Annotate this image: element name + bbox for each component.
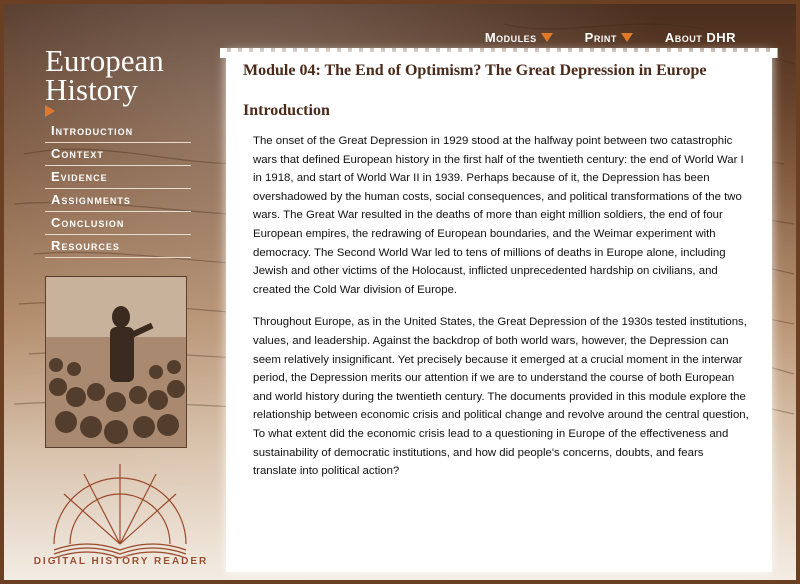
sidebar-navigation <box>45 120 191 258</box>
paragraph: Throughout Europe, as in the United States, the Great Depression of the 1930s tested institutions, values, and leadership. Against the backdrop of both world wars, however, the Depression can seem relatively insignificant. Yet precisely because it emerged at a crucial moment in the interwar period, the Depression merits our attention if we are to understand the course of both European and world history during the twentieth century. The documents provided in this module explore the relationship between economic crisis and political change and revolve around the central question, To what extent did the economic crisis lead to a questioning in Europe of the effectiveness and sustainability of democratic institutions, and how did people's concerns, doubts, and fears translate into political action? <box>253 316 749 478</box>
top-navigation <box>485 30 736 45</box>
modules-menu[interactable] <box>485 30 553 45</box>
sidebar-item-context[interactable]: Context <box>45 143 191 166</box>
logo-line-1: European <box>45 43 164 78</box>
sidebar-item-resources[interactable]: Resources <box>45 235 191 258</box>
modules-label: Modules <box>484 30 537 45</box>
sidebar-item-conclusion[interactable]: Conclusion <box>45 212 191 235</box>
paragraph: The onset of the Great Depression in 1929 stood at the halfway point between two catastrophic wars that defined European history in the first half of the twentieth century: the end of World War I in 1918, and start of World War II in 1939. Perhaps because of it, the Depression has been overshadowed by the human costs, social consequences, and political transformations of the two wars. The Great War resulted in the deaths of more than eight million soldiers, the end of four European empires, the redrawing of European boundaries, and the Weimar experiment with democracy. The Second World War led to tens of millions of deaths in Europe alone, including Jewish and other victims of the Holocaust, inflicted unprecedented hardship on civilians, and created the Cold War division of Europe. <box>253 135 744 296</box>
crowd-photo <box>45 276 187 448</box>
print-menu[interactable] <box>585 30 633 45</box>
sidebar-item-assignments[interactable]: Assignments <box>45 189 191 212</box>
module-title: Module 04: The End of Optimism? The Great Depression in Europe <box>243 62 707 79</box>
section-title: Introduction <box>243 102 330 119</box>
dropdown-arrow-icon <box>541 33 553 42</box>
logo-line-2: History <box>45 72 138 107</box>
dropdown-arrow-icon <box>621 33 633 42</box>
crowd-photo-image <box>46 277 186 447</box>
sidebar-item-introduction[interactable]: Introduction <box>45 120 191 143</box>
play-arrow-icon <box>45 105 55 117</box>
print-label: Print <box>584 30 617 45</box>
site-logo[interactable] <box>45 43 164 107</box>
main-content-panel <box>226 52 772 572</box>
about-link[interactable] <box>665 30 736 45</box>
intro-body <box>253 132 749 495</box>
sidebar-item-evidence[interactable]: Evidence <box>45 166 191 189</box>
digital-history-reader-label: DIGITAL HISTORY READER <box>33 556 209 567</box>
about-label: About DHR <box>664 30 736 45</box>
